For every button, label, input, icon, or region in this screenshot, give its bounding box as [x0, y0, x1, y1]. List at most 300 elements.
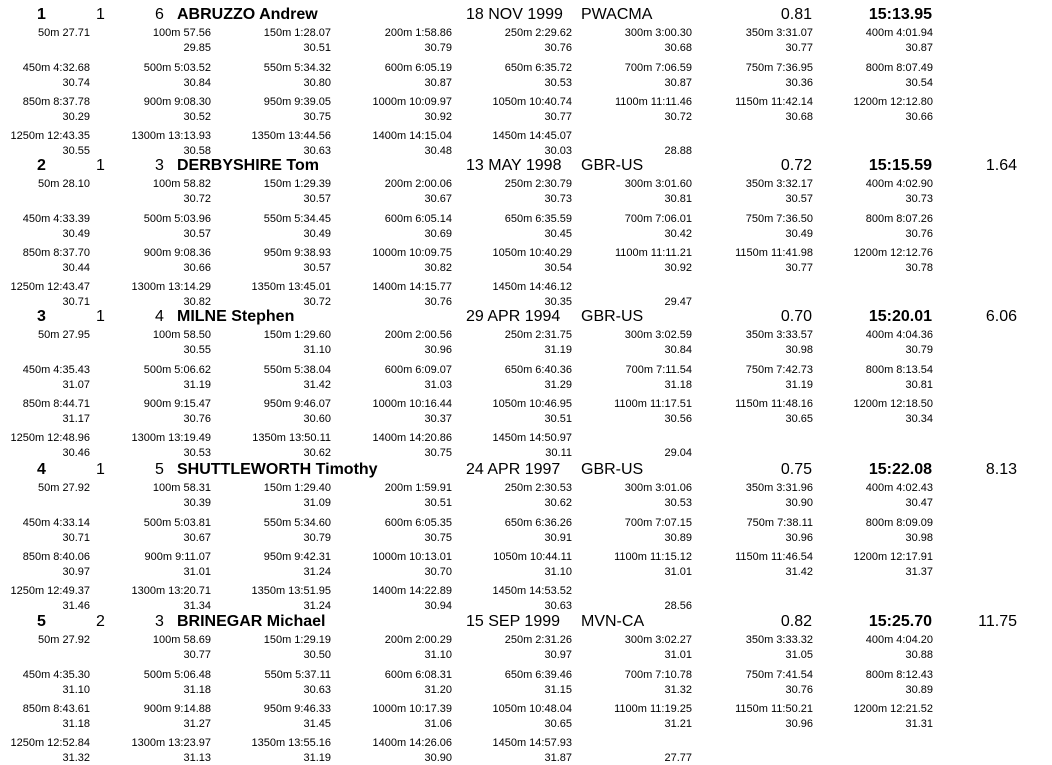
- split-time: 1250m 12:48.96: [10, 432, 90, 444]
- lap-time: 30.88: [905, 649, 933, 661]
- lap-time: 31.13: [183, 752, 211, 764]
- lap-time: 29.85: [183, 42, 211, 54]
- lap-time: 30.60: [303, 413, 331, 425]
- lap-time: 30.71: [62, 532, 90, 544]
- lap-time: 30.76: [785, 684, 813, 696]
- split-time: 950m 9:46.33: [263, 703, 331, 715]
- lap-time: 30.96: [785, 718, 813, 730]
- split-time: 700m 7:06.01: [624, 213, 692, 225]
- split-time: 250m 2:30.79: [504, 178, 572, 190]
- split-time: 200m 2:00.29: [384, 634, 452, 646]
- lap-time: 31.32: [62, 752, 90, 764]
- lap-time: 30.42: [664, 228, 692, 240]
- lap-time: 30.54: [905, 77, 933, 89]
- split-time: 1250m 12:43.35: [10, 130, 90, 142]
- split-time: 750m 7:41.54: [745, 669, 813, 681]
- split-time: 300m 3:02.59: [624, 329, 692, 341]
- lap-time: 30.63: [303, 684, 331, 696]
- split-time: 450m 4:33.39: [22, 213, 90, 225]
- split-time: 50m 27.71: [38, 27, 90, 39]
- reaction-time: 0.75: [780, 461, 812, 478]
- split-time: 650m 6:35.59: [504, 213, 572, 225]
- club-code: GBR-US: [581, 308, 644, 325]
- lap-time: 30.79: [424, 42, 452, 54]
- lap-time: 30.90: [785, 497, 813, 509]
- split-time: 50m 27.92: [38, 482, 90, 494]
- split-time: 1050m 10:48.04: [492, 703, 572, 715]
- lap-time: 31.10: [62, 684, 90, 696]
- split-time: 1050m 10:44.11: [493, 551, 572, 563]
- split-time: 550m 5:34.60: [263, 517, 331, 529]
- reaction-time: 0.70: [780, 308, 812, 325]
- lap-time: 31.06: [424, 718, 452, 730]
- split-time: 350m 3:33.32: [745, 634, 813, 646]
- heat: 1: [96, 308, 105, 325]
- lap-time: 30.66: [183, 262, 211, 274]
- split-time: 500m 5:03.96: [143, 213, 211, 225]
- result-entry: [0, 305, 1052, 459]
- split-time: 1300m 13:23.97: [131, 737, 211, 749]
- split-time: 600m 6:05.14: [384, 213, 452, 225]
- split-time: 100m 58.69: [152, 634, 211, 646]
- split-time: 1150m 11:48.16: [735, 398, 813, 410]
- lap-time: 31.42: [303, 379, 331, 391]
- lap-time: 30.54: [544, 262, 572, 274]
- split-time: 650m 6:36.26: [504, 517, 572, 529]
- lap-time: 31.18: [62, 718, 90, 730]
- split-time: 500m 5:06.48: [143, 669, 211, 681]
- lap-time: 30.67: [183, 532, 211, 544]
- split-time: 100m 58.31: [152, 482, 211, 494]
- split-time: 1100m 11:17.51: [614, 398, 692, 410]
- split-time: 50m 27.95: [38, 329, 90, 341]
- result-entry: [0, 3, 1052, 157]
- lap-time: 31.19: [183, 379, 211, 391]
- lap-time: 31.87: [544, 752, 572, 764]
- lap-time: 30.89: [905, 684, 933, 696]
- split-time: 1050m 10:46.95: [492, 398, 572, 410]
- lap-time: 30.76: [183, 413, 211, 425]
- lap-time: 30.37: [424, 413, 452, 425]
- final-time: 15:20.01: [868, 308, 932, 325]
- swimmer-name: ABRUZZO Andrew: [177, 6, 318, 23]
- split-time: 150m 1:29.60: [263, 329, 331, 341]
- lap-time: 27.77: [664, 752, 692, 764]
- split-time: 100m 57.56: [152, 27, 211, 39]
- lap-time: 30.48: [424, 145, 452, 157]
- lap-time: 30.78: [905, 262, 933, 274]
- time-behind: 6.06: [985, 308, 1017, 325]
- swimmer-name: SHUTTLEWORTH Timothy: [177, 461, 378, 478]
- lap-time: 30.03: [544, 145, 572, 157]
- split-time: 1150m 11:46.54: [735, 551, 813, 563]
- lap-time: 30.55: [62, 145, 90, 157]
- lap-time: 31.21: [664, 718, 692, 730]
- lap-time: 30.70: [424, 566, 452, 578]
- split-time: 400m 4:01.94: [865, 27, 933, 39]
- lap-time: 30.63: [544, 600, 572, 612]
- split-time: 1100m 11:15.12: [614, 551, 692, 563]
- split-time: 400m 4:02.90: [865, 178, 933, 190]
- split-time: 1100m 11:11.21: [614, 247, 692, 259]
- birth-date: 13 MAY 1998: [466, 157, 562, 174]
- lap-time: 30.51: [303, 42, 331, 54]
- lap-time: 31.46: [62, 600, 90, 612]
- split-time: 1450m 14:46.12: [492, 281, 572, 293]
- split-time: 900m 9:08.36: [143, 247, 211, 259]
- lane: 5: [155, 461, 164, 478]
- lap-time: 30.53: [544, 77, 572, 89]
- lane: 4: [155, 308, 164, 325]
- split-time: 900m 9:14.88: [143, 703, 211, 715]
- split-time: 1350m 13:45.01: [251, 281, 331, 293]
- split-time: 350m 3:33.57: [745, 329, 813, 341]
- split-time: 150m 1:29.39: [263, 178, 331, 190]
- lap-time: 30.53: [183, 447, 211, 459]
- split-time: 1400m 14:15.04: [372, 130, 452, 142]
- split-time: 1000m 10:09.97: [372, 96, 452, 108]
- lap-time: 30.65: [785, 413, 813, 425]
- split-time: 800m 8:07.26: [865, 213, 933, 225]
- lap-time: 30.68: [664, 42, 692, 54]
- lap-time: 30.52: [183, 111, 211, 123]
- lap-time: 30.55: [183, 344, 211, 356]
- split-time: 750m 7:36.95: [745, 62, 813, 74]
- lap-time: 30.53: [664, 497, 692, 509]
- club-code: GBR-US: [581, 157, 644, 174]
- lap-time: 31.15: [544, 684, 572, 696]
- lap-time: 30.46: [62, 447, 90, 459]
- heat: 1: [96, 157, 105, 174]
- split-time: 450m 4:33.14: [22, 517, 90, 529]
- lap-time: 31.37: [905, 566, 933, 578]
- result-entry: [0, 154, 1052, 308]
- split-time: 650m 6:40.36: [504, 364, 572, 376]
- lap-time: 30.81: [664, 193, 692, 205]
- lap-time: 31.19: [544, 344, 572, 356]
- split-time: 850m 8:40.06: [22, 551, 90, 563]
- club-code: MVN-CA: [581, 613, 645, 630]
- split-time: 1000m 10:13.01: [372, 551, 452, 563]
- lap-time: 30.96: [785, 532, 813, 544]
- lap-time: 30.49: [303, 228, 331, 240]
- split-time: 450m 4:35.30: [22, 669, 90, 681]
- place: 2: [37, 157, 46, 174]
- split-time: 850m 8:43.61: [22, 703, 90, 715]
- split-time: 450m 4:35.43: [22, 364, 90, 376]
- lap-time: 30.29: [62, 111, 90, 123]
- split-time: 200m 1:58.86: [384, 27, 452, 39]
- final-time: 15:25.70: [868, 613, 932, 630]
- lap-time: 30.89: [664, 532, 692, 544]
- lap-time: 30.49: [785, 228, 813, 240]
- split-time: 650m 6:35.72: [504, 62, 572, 74]
- lap-time: 31.09: [303, 497, 331, 509]
- lap-time: 30.75: [303, 111, 331, 123]
- split-time: 700m 7:06.59: [624, 62, 692, 74]
- split-time: 1350m 13:55.16: [251, 737, 331, 749]
- split-time: 1450m 14:53.52: [492, 585, 572, 597]
- lap-time: 30.49: [62, 228, 90, 240]
- lap-time: 30.94: [424, 600, 452, 612]
- split-time: 350m 3:31.96: [745, 482, 813, 494]
- split-time: 550m 5:34.45: [263, 213, 331, 225]
- lap-time: 30.82: [183, 296, 211, 308]
- final-time: 15:22.08: [868, 461, 932, 478]
- lap-time: 30.63: [303, 145, 331, 157]
- split-time: 1450m 14:45.07: [492, 130, 572, 142]
- split-time: 1150m 11:50.21: [735, 703, 813, 715]
- split-time: 650m 6:39.46: [504, 669, 572, 681]
- split-time: 750m 7:42.73: [745, 364, 813, 376]
- lap-time: 30.98: [785, 344, 813, 356]
- lap-time: 30.75: [424, 447, 452, 459]
- lap-time: 30.92: [424, 111, 452, 123]
- split-time: 1450m 14:50.97: [492, 432, 572, 444]
- place: 5: [37, 613, 46, 630]
- swimmer-name: MILNE Stephen: [177, 308, 295, 325]
- split-time: 100m 58.82: [152, 178, 211, 190]
- split-time: 1300m 13:20.71: [131, 585, 211, 597]
- result-entry: [0, 610, 1052, 764]
- split-time: 700m 7:07.15: [624, 517, 692, 529]
- lap-time: 30.90: [424, 752, 452, 764]
- lap-time: 31.24: [303, 600, 331, 612]
- split-time: 1250m 12:52.84: [10, 737, 90, 749]
- split-time: 1400m 14:22.89: [372, 585, 452, 597]
- split-time: 300m 3:01.60: [624, 178, 692, 190]
- split-time: 1300m 13:14.29: [131, 281, 211, 293]
- lap-time: 30.81: [905, 379, 933, 391]
- lap-time: 30.91: [544, 532, 572, 544]
- split-time: 850m 8:37.70: [22, 247, 90, 259]
- split-time: 800m 8:13.54: [865, 364, 933, 376]
- lap-time: 31.18: [664, 379, 692, 391]
- lap-time: 30.77: [183, 649, 211, 661]
- time-behind: 11.75: [978, 613, 1017, 630]
- lap-time: 30.74: [62, 77, 90, 89]
- lane: 3: [155, 157, 164, 174]
- lap-time: 31.18: [183, 684, 211, 696]
- birth-date: 15 SEP 1999: [466, 613, 561, 630]
- lap-time: 30.72: [664, 111, 692, 123]
- split-time: 1200m 12:18.50: [853, 398, 933, 410]
- lap-time: 30.44: [62, 262, 90, 274]
- time-behind: 8.13: [985, 461, 1017, 478]
- split-time: 400m 4:04.36: [865, 329, 933, 341]
- split-time: 250m 2:29.62: [504, 27, 572, 39]
- split-time: 1350m 13:50.11: [252, 432, 331, 444]
- lap-time: 31.03: [424, 379, 452, 391]
- swimmer-name: DERBYSHIRE Tom: [177, 157, 319, 174]
- place: 3: [37, 308, 46, 325]
- split-time: 1000m 10:17.39: [372, 703, 452, 715]
- split-time: 200m 1:59.91: [384, 482, 452, 494]
- lap-time: 28.56: [664, 600, 692, 612]
- split-time: 550m 5:38.04: [263, 364, 331, 376]
- split-time: 900m 9:15.47: [143, 398, 211, 410]
- lap-time: 30.77: [785, 262, 813, 274]
- split-time: 300m 3:02.27: [624, 634, 692, 646]
- lane: 6: [155, 6, 164, 23]
- lap-time: 30.62: [303, 447, 331, 459]
- birth-date: 24 APR 1997: [466, 461, 561, 478]
- birth-date: 29 APR 1994: [466, 308, 561, 325]
- split-time: 400m 4:02.43: [865, 482, 933, 494]
- lap-time: 30.45: [544, 228, 572, 240]
- lap-time: 30.97: [62, 566, 90, 578]
- lap-time: 31.01: [183, 566, 211, 578]
- split-time: 150m 1:29.19: [263, 634, 331, 646]
- lap-time: 30.72: [183, 193, 211, 205]
- lap-time: 30.66: [905, 111, 933, 123]
- lap-time: 31.24: [303, 566, 331, 578]
- lap-time: 30.50: [303, 649, 331, 661]
- split-time: 1050m 10:40.29: [492, 247, 572, 259]
- lap-time: 31.32: [664, 684, 692, 696]
- split-time: 200m 2:00.56: [384, 329, 452, 341]
- lap-time: 30.97: [544, 649, 572, 661]
- lap-time: 31.10: [424, 649, 452, 661]
- lap-time: 30.57: [183, 228, 211, 240]
- split-time: 800m 8:09.09: [865, 517, 933, 529]
- split-time: 900m 9:11.07: [144, 551, 211, 563]
- split-time: 50m 27.92: [38, 634, 90, 646]
- lap-time: 30.73: [544, 193, 572, 205]
- split-time: 300m 3:00.30: [624, 27, 692, 39]
- lap-time: 31.01: [664, 649, 692, 661]
- split-time: 950m 9:38.93: [263, 247, 331, 259]
- split-time: 1200m 12:21.52: [853, 703, 933, 715]
- split-time: 250m 2:30.53: [504, 482, 572, 494]
- club-code: GBR-US: [581, 461, 644, 478]
- lap-time: 31.17: [62, 413, 90, 425]
- lap-time: 30.87: [664, 77, 692, 89]
- split-time: 1350m 13:51.95: [251, 585, 331, 597]
- lap-time: 31.10: [544, 566, 572, 578]
- place: 1: [37, 6, 46, 23]
- split-time: 550m 5:34.32: [263, 62, 331, 74]
- lap-time: 30.98: [905, 532, 933, 544]
- split-time: 1100m 11:11.46: [614, 96, 692, 108]
- split-time: 250m 2:31.26: [504, 634, 572, 646]
- split-time: 700m 7:10.78: [624, 669, 692, 681]
- lap-time: 30.57: [785, 193, 813, 205]
- lap-time: 31.34: [183, 600, 211, 612]
- lap-time: 30.73: [905, 193, 933, 205]
- split-time: 750m 7:38.11: [746, 517, 813, 529]
- lap-time: 30.68: [785, 111, 813, 123]
- lap-time: 30.79: [303, 532, 331, 544]
- reaction-time: 0.82: [780, 613, 812, 630]
- split-time: 1000m 10:09.75: [372, 247, 452, 259]
- lap-time: 31.01: [664, 566, 692, 578]
- result-entry: [0, 458, 1052, 612]
- lap-time: 29.04: [664, 447, 692, 459]
- lane: 3: [155, 613, 164, 630]
- final-time: 15:13.95: [868, 6, 932, 23]
- lap-time: 30.71: [62, 296, 90, 308]
- split-time: 300m 3:01.06: [624, 482, 692, 494]
- split-time: 1250m 12:49.37: [10, 585, 90, 597]
- club-code: PWACMA: [581, 6, 653, 23]
- split-time: 600m 6:05.35: [384, 517, 452, 529]
- lap-time: 31.19: [785, 379, 813, 391]
- split-time: 400m 4:04.20: [865, 634, 933, 646]
- lap-time: 31.20: [424, 684, 452, 696]
- split-time: 950m 9:42.31: [263, 551, 331, 563]
- reaction-time: 0.72: [780, 157, 812, 174]
- lap-time: 30.62: [544, 497, 572, 509]
- heat: 1: [96, 6, 105, 23]
- lap-time: 31.05: [785, 649, 813, 661]
- split-time: 550m 5:37.11: [264, 669, 331, 681]
- lap-time: 30.87: [905, 42, 933, 54]
- lap-time: 30.77: [544, 111, 572, 123]
- lap-time: 30.51: [424, 497, 452, 509]
- lap-time: 31.19: [303, 752, 331, 764]
- split-time: 50m 28.10: [38, 178, 90, 190]
- lap-time: 30.80: [303, 77, 331, 89]
- split-time: 1300m 13:19.49: [131, 432, 211, 444]
- split-time: 600m 6:09.07: [384, 364, 452, 376]
- split-time: 950m 9:39.05: [263, 96, 331, 108]
- lap-time: 31.29: [544, 379, 572, 391]
- lap-time: 31.42: [785, 566, 813, 578]
- split-time: 800m 8:12.43: [865, 669, 933, 681]
- lap-time: 30.69: [424, 228, 452, 240]
- reaction-time: 0.81: [780, 6, 812, 23]
- lap-time: 30.92: [664, 262, 692, 274]
- lap-time: 30.47: [905, 497, 933, 509]
- lap-time: 30.36: [785, 77, 813, 89]
- lap-time: 30.57: [303, 262, 331, 274]
- place: 4: [37, 461, 46, 478]
- time-behind: 1.64: [985, 157, 1017, 174]
- lap-time: 30.56: [664, 413, 692, 425]
- final-time: 15:15.59: [868, 157, 932, 174]
- split-time: 350m 3:32.17: [745, 178, 813, 190]
- split-time: 1200m 12:17.91: [853, 551, 933, 563]
- split-time: 700m 7:11.54: [625, 364, 692, 376]
- lap-time: 30.77: [785, 42, 813, 54]
- lap-time: 30.65: [544, 718, 572, 730]
- split-time: 350m 3:31.07: [745, 27, 813, 39]
- birth-date: 18 NOV 1999: [466, 6, 563, 23]
- split-time: 250m 2:31.75: [504, 329, 572, 341]
- split-time: 1150m 11:41.98: [735, 247, 813, 259]
- lap-time: 30.76: [424, 296, 452, 308]
- split-time: 1400m 14:15.77: [372, 281, 452, 293]
- split-time: 900m 9:08.30: [143, 96, 211, 108]
- split-time: 1150m 11:42.14: [735, 96, 813, 108]
- heat: 2: [96, 613, 105, 630]
- lap-time: 30.79: [905, 344, 933, 356]
- lap-time: 30.58: [183, 145, 211, 157]
- split-time: 1200m 12:12.76: [853, 247, 933, 259]
- lap-time: 30.35: [544, 296, 572, 308]
- split-time: 500m 5:06.62: [143, 364, 211, 376]
- lap-time: 30.75: [424, 532, 452, 544]
- lap-time: 28.88: [664, 145, 692, 157]
- swimmer-name: BRINEGAR Michael: [177, 613, 326, 630]
- split-time: 1250m 12:43.47: [10, 281, 90, 293]
- lap-time: 30.84: [664, 344, 692, 356]
- lap-time: 30.72: [303, 296, 331, 308]
- lap-time: 29.47: [664, 296, 692, 308]
- split-time: 800m 8:07.49: [865, 62, 933, 74]
- lap-time: 31.31: [905, 718, 933, 730]
